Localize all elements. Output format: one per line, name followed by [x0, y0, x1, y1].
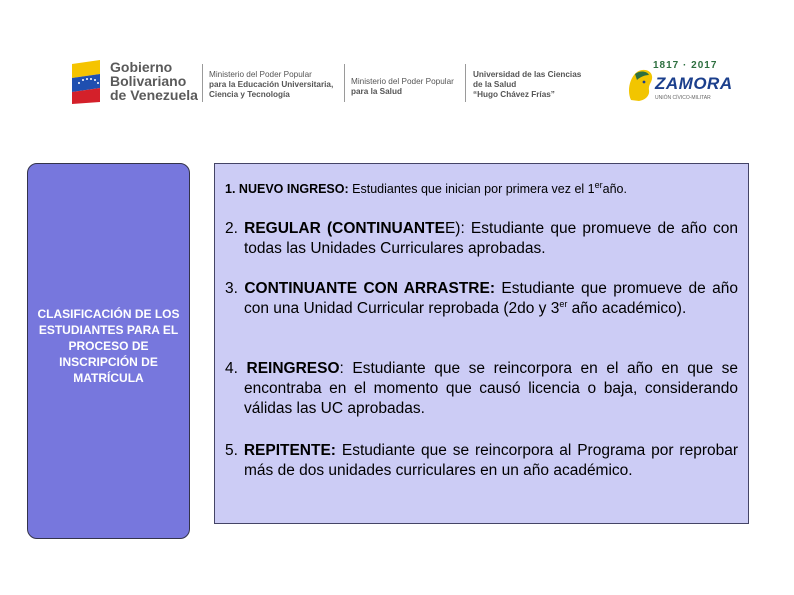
logo-divider: [344, 64, 345, 102]
item-text: [225, 441, 738, 481]
item-key: CONTINUANTE CON ARRASTRE:: [244, 280, 495, 297]
min-edu-line-3: Ciencia y Tecnología: [209, 90, 290, 99]
zamora-bicentenario-logo: [625, 60, 733, 106]
min-salud-line-2: para la Salud: [351, 87, 402, 96]
item-description: Estudiantes que inician por primera vez el 1: [348, 182, 595, 196]
item-number: 5.: [225, 442, 238, 459]
item-key: REINGRESO: [246, 360, 340, 377]
gobierno-line-1: Gobierno: [110, 59, 173, 75]
universidad-text: [473, 70, 581, 100]
ministerio-educacion-text: [209, 70, 333, 100]
item-number: 3.: [225, 280, 238, 297]
item-tail: año.: [602, 182, 627, 196]
zamora-wordmark: ZAMORA: [655, 74, 733, 93]
zamora-profile-icon: [625, 66, 655, 102]
min-salud-line-1: Ministerio del Poder Popular: [351, 77, 454, 86]
student-type-item: [225, 219, 738, 259]
item-key: NUEVO INGRESO:: [238, 182, 349, 196]
min-edu-line-2: para la Educación Universitaria,: [209, 80, 334, 89]
student-type-item: [225, 359, 738, 419]
gobierno-line-2: Bolivariano: [110, 73, 187, 89]
universidad-line-3: “Hugo Chávez Frías”: [473, 90, 555, 99]
item-number: 2.: [225, 220, 238, 237]
zamora-years: 1817 · 2017: [653, 60, 718, 71]
gobierno-line-3: de Venezuela: [110, 87, 198, 103]
ministerio-salud-text: [351, 77, 454, 97]
item-superscript: er: [559, 298, 568, 309]
universidad-line-1: Universidad de las Ciencias: [473, 70, 582, 79]
item-text: [225, 219, 738, 259]
logo-divider: [465, 64, 466, 102]
item-description: Estudiante que se reincorpora al Programa por reprobar más de dos unidades curriculares en un año académico.: [244, 442, 739, 479]
logo-divider: [202, 64, 203, 102]
student-type-item: [225, 279, 738, 319]
student-type-item: [225, 441, 738, 481]
universidad-line-2: de la Salud: [473, 80, 517, 89]
item-number: 4.: [225, 360, 238, 377]
venezuela-flag-wing-icon: [70, 58, 106, 104]
item-number: 1.: [225, 182, 236, 196]
zamora-subtitle: UNIÓN CÍVICO-MILITAR: [655, 95, 711, 101]
classification-title-box: [27, 163, 190, 539]
item-superscript: er: [594, 179, 603, 190]
item-key: REGULAR (CONTINUANTE: [244, 220, 445, 237]
student-types-panel: [214, 163, 749, 524]
item-text: [225, 359, 738, 419]
min-edu-line-1: Ministerio del Poder Popular: [209, 70, 312, 79]
item-text: [225, 279, 738, 319]
student-type-item: [225, 181, 738, 197]
item-text: [225, 181, 738, 197]
item-description: Estudiante que promueve de año con una Unidad Curricular reprobada (2do y 3: [244, 280, 738, 317]
item-description: : Estudiante que se reincorpora en el año en que se encontraba en el momento que causó licencia o baja, considerando válidas las UC aprobadas.: [244, 360, 739, 417]
gobierno-bolivariano-logo-text: [110, 60, 198, 102]
header-logo-strip: [60, 50, 732, 114]
item-tail: año académico).: [567, 300, 687, 317]
item-description: E): Estudiante que promueve de año con todas las Unidades Curriculares aprobadas.: [244, 220, 739, 257]
item-key: REPITENTE:: [243, 442, 336, 459]
classification-title: CLASIFICACIÓN DE LOS ESTUDIANTES PARA EL PROCESO DE INSCRIPCIÓN DE MATRÍCULA: [37, 307, 180, 385]
